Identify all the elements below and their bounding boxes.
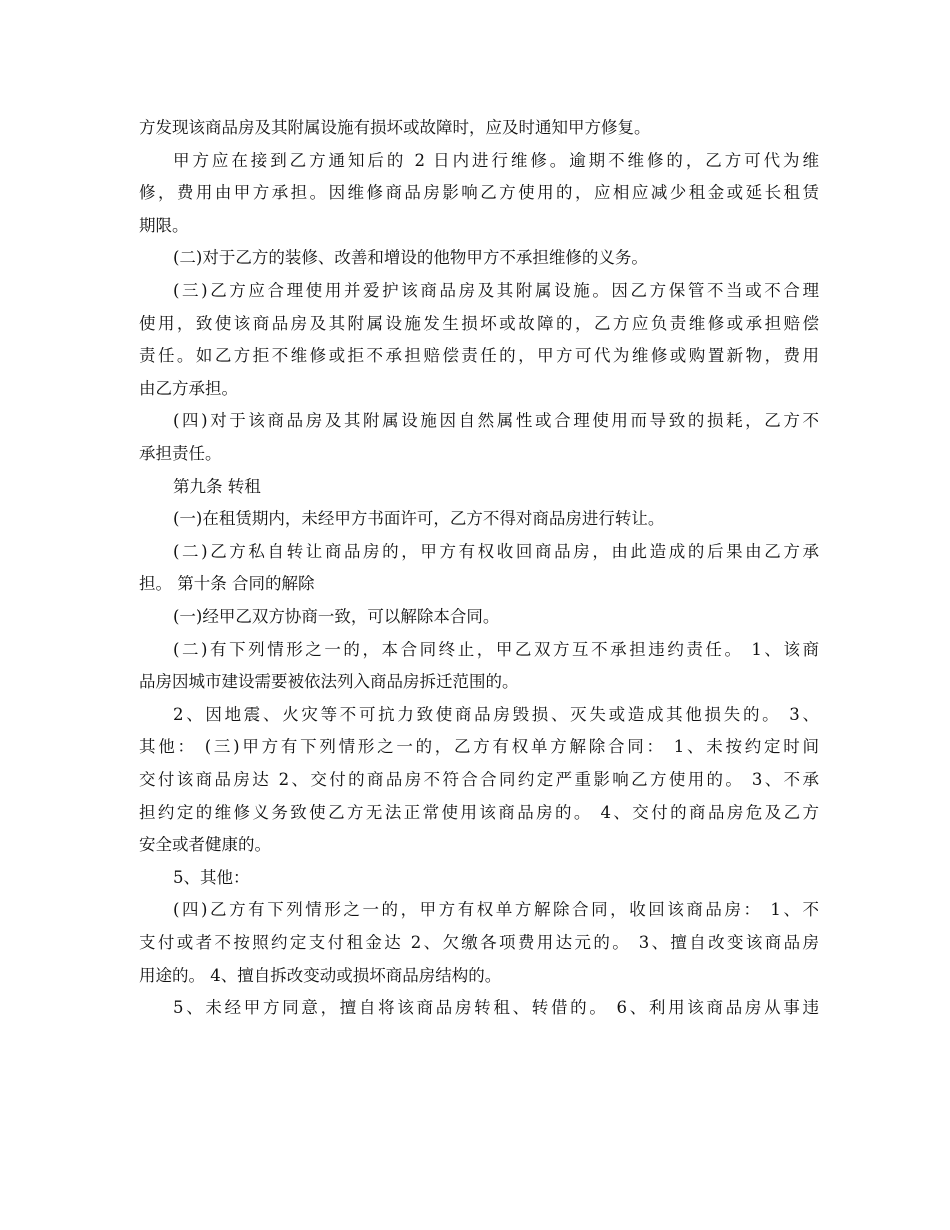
text-line: 第九条 转租	[173, 476, 261, 496]
text-line: (四)乙方有下列情形之一的，甲方有权单方解除合同，收回该商品房： 1、不	[173, 900, 819, 920]
text-line: 5、未经甲方同意，擅自将该商品房转租、转借的。 6、利用该商品房从事违	[173, 998, 819, 1018]
text-line: 甲方应在接到乙方通知后的 2 日内进行维修。逾期不维修的，乙方可代为维	[173, 150, 819, 170]
text-line: (二)乙方私自转让商品房的，甲方有权收回商品房，由此造成的后果由乙方承	[173, 541, 819, 561]
text-line: 5、其他：	[173, 867, 250, 887]
text-line: (二)对于乙方的装修、改善和增设的他物甲方不承担维修的义务。	[173, 248, 648, 268]
text-line: 期限。	[139, 215, 189, 235]
text-line: 修，费用由甲方承担。因维修商品房影响乙方使用的，应相应减少租金或延长租赁	[139, 183, 819, 203]
text-line: 交付该商品房达 2、交付的商品房不符合合同约定严重影响乙方使用的。 3、不承	[139, 770, 819, 789]
text-line: (一)在租赁期内，未经甲方书面许可，乙方不得对商品房进行转让。	[173, 509, 665, 529]
text-line: 承担责任。	[139, 444, 222, 463]
text-line: (四)对于该商品房及其附属设施因自然属性或合理使用而导致的损耗，乙方不	[173, 411, 819, 431]
text-line: 2、因地震、火灾等不可抗力致使商品房毁损、灭失或造成其他损失的。 3、	[173, 704, 819, 724]
text-line: 安全或者健康的。	[139, 835, 271, 855]
text-line: 由乙方承担。	[139, 378, 238, 398]
text-line: 其他： (三)甲方有下列情形之一的，乙方有权单方解除合同： 1、未按约定时间	[139, 737, 819, 757]
text-line: 方发现该商品房及其附属设施有损坏或故障时，应及时通知甲方修复。	[139, 118, 651, 137]
text-line: 品房因城市建设需要被依法列入商品房拆迁范围的。	[139, 672, 519, 692]
text-line: 使用，致使该商品房及其附属设施发生损坏或故障的，乙方应负责维修或承担赔偿	[139, 313, 819, 333]
text-line: 支付或者不按照约定支付租金达 2、欠缴各项费用达元的。 3、擅自改变该商品房	[139, 933, 819, 952]
text-line: 担。 第十条 合同的解除	[139, 574, 315, 594]
text-line: 担约定的维修义务致使乙方无法正常使用该商品房的。 4、交付的商品房危及乙方	[139, 802, 819, 822]
text-line: 用途的。 4、擅自拆改变动或损坏商品房结构的。	[139, 965, 502, 985]
text-line: 责任。如乙方拒不维修或拒不承担赔偿责任的，甲方可代为维修或购置新物，费用	[139, 346, 819, 366]
text-line: (三)乙方应合理使用并爱护该商品房及其附属设施。因乙方保管不当或不合理	[173, 281, 819, 300]
text-line: (二)有下列情形之一的，本合同终止，甲乙双方互不承担违约责任。 1、该商	[173, 639, 819, 659]
text-line: (一)经甲乙双方协商一致，可以解除本合同。	[173, 607, 500, 626]
